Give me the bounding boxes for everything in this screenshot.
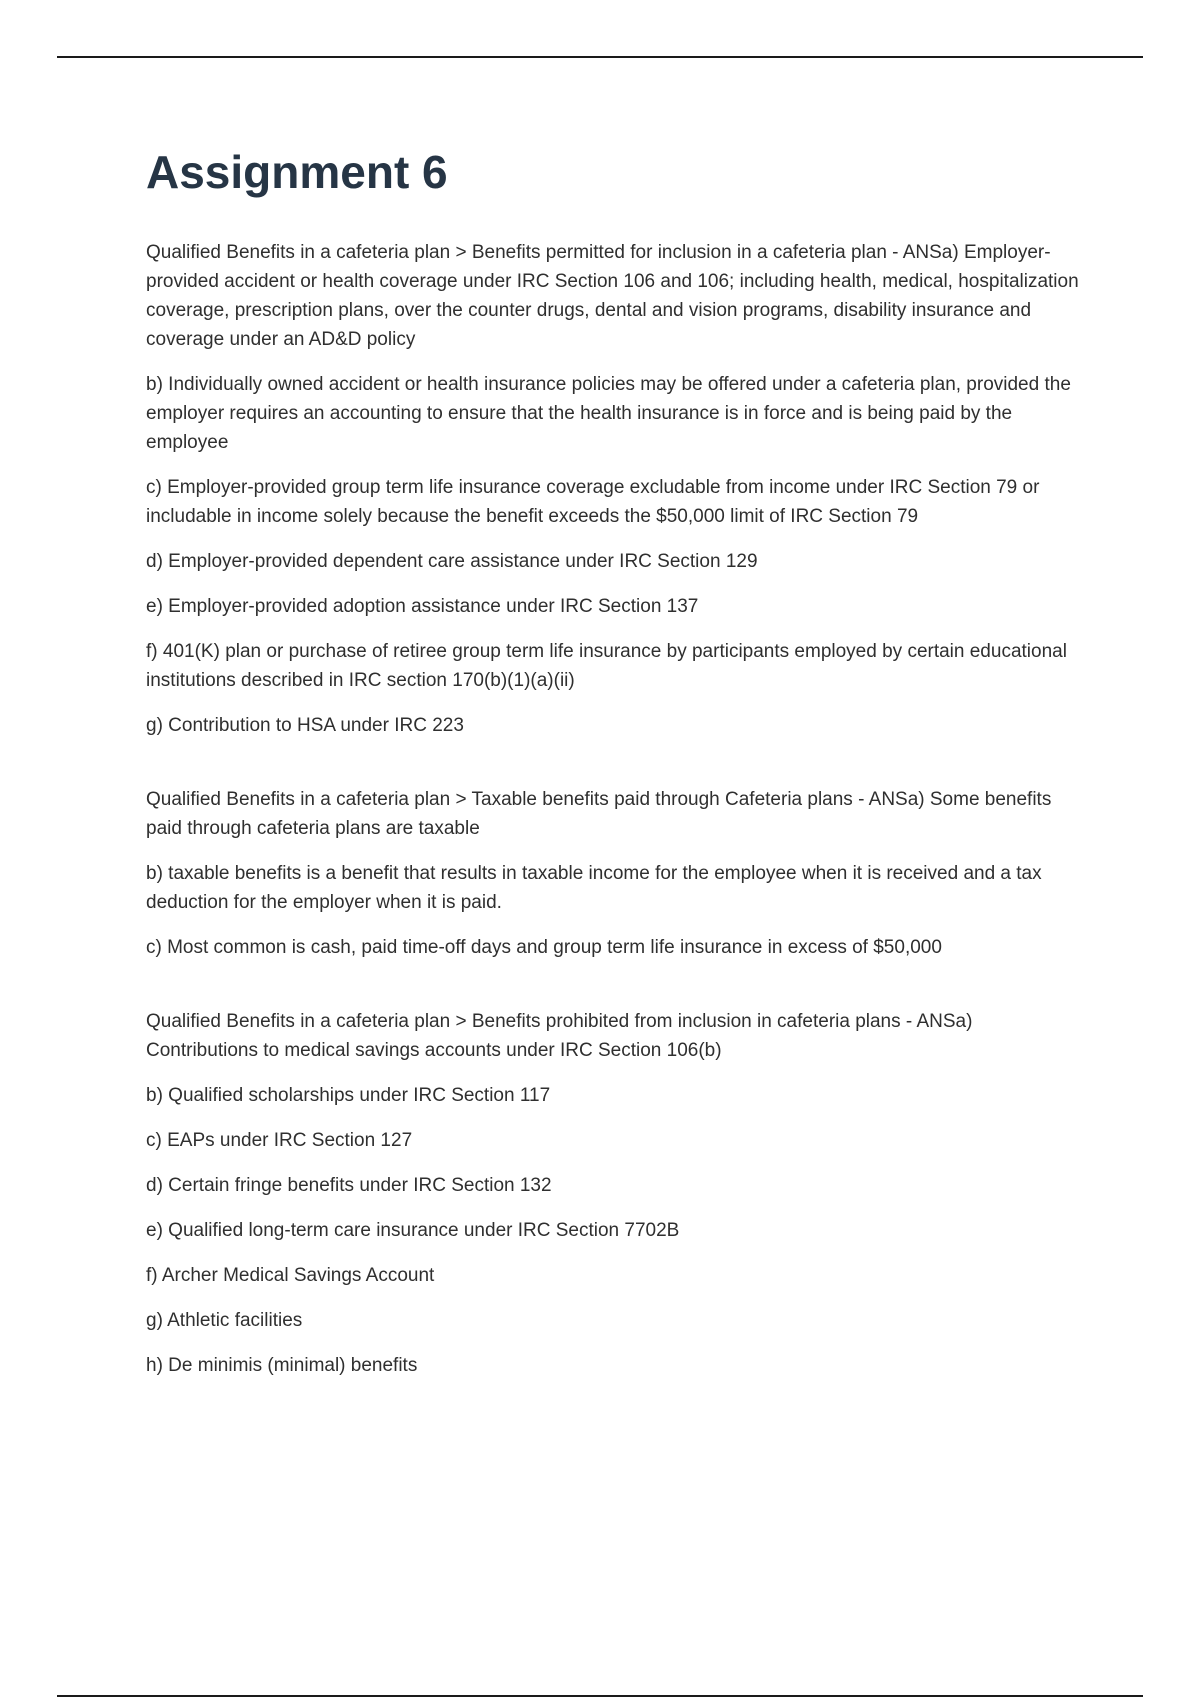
paragraph: b) taxable benefits is a benefit that results in taxable income for the employee when it is received and a tax deduction for the employer when it is paid. [146,863,1042,913]
paragraph: c) Employer-provided group term life insurance coverage excludable from income under IRC Section 79 or includable in income solely because the benefit exceeds the $50,000 limit of IRC Section 79 [146,477,1040,527]
paragraph: b) Individually owned accident or health insurance policies may be offered under a cafeteria plan, provided the employer requires an accounting to ensure that the health insurance is in force and is being paid by the employee [146,374,1071,453]
paragraph: g) Contribution to HSA under IRC 223 [146,715,464,736]
paragraph: Qualified Benefits in a cafeteria plan > Benefits prohibited from inclusion in cafeteria plans - ANSa) Contributions to medical savings accounts under IRC Section 106(b) [146,1011,973,1061]
bottom-divider [57,1695,1143,1697]
top-divider [57,56,1143,58]
paragraph: Qualified Benefits in a cafeteria plan > Taxable benefits paid through Cafeteria plans - ANSa) Some benefits paid through cafeteria plans are taxable [146,789,1052,839]
paragraph: h) De minimis (minimal) benefits [146,1355,418,1376]
section-prohibited-benefits [146,1007,1086,1380]
paragraph: e) Qualified long-term care insurance under IRC Section 7702B [146,1220,680,1241]
paragraph: e) Employer-provided adoption assistance under IRC Section 137 [146,596,699,617]
section-permitted-benefits [146,238,1086,740]
section-taxable-benefits [146,785,1086,962]
paragraph: f) Archer Medical Savings Account [146,1265,435,1286]
paragraph: f) 401(K) plan or purchase of retiree group term life insurance by participants employed by certain educational institutions described in IRC section 170(b)(1)(a)(ii) [146,641,1067,691]
document-body [146,142,1086,1396]
paragraph: d) Employer-provided dependent care assistance under IRC Section 129 [146,551,758,572]
paragraph: d) Certain fringe benefits under IRC Section 132 [146,1175,552,1196]
paragraph: g) Athletic facilities [146,1310,303,1331]
page-title: Assignment 6 [146,146,448,198]
paragraph: Qualified Benefits in a cafeteria plan > Benefits permitted for inclusion in a cafeteria plan - ANSa) Employer-provided accident or health coverage under IRC Section 106 and 106; including health, medical, hospitalization coverage, prescription plans, over the counter drugs, dental and vision programs, disability insurance and coverage under an AD&D policy [146,242,1079,350]
paragraph: c) Most common is cash, paid time-off days and group term life insurance in excess of $50,000 [146,937,942,958]
paragraph: c) EAPs under IRC Section 127 [146,1130,413,1151]
paragraph: b) Qualified scholarships under IRC Section 117 [146,1085,551,1106]
